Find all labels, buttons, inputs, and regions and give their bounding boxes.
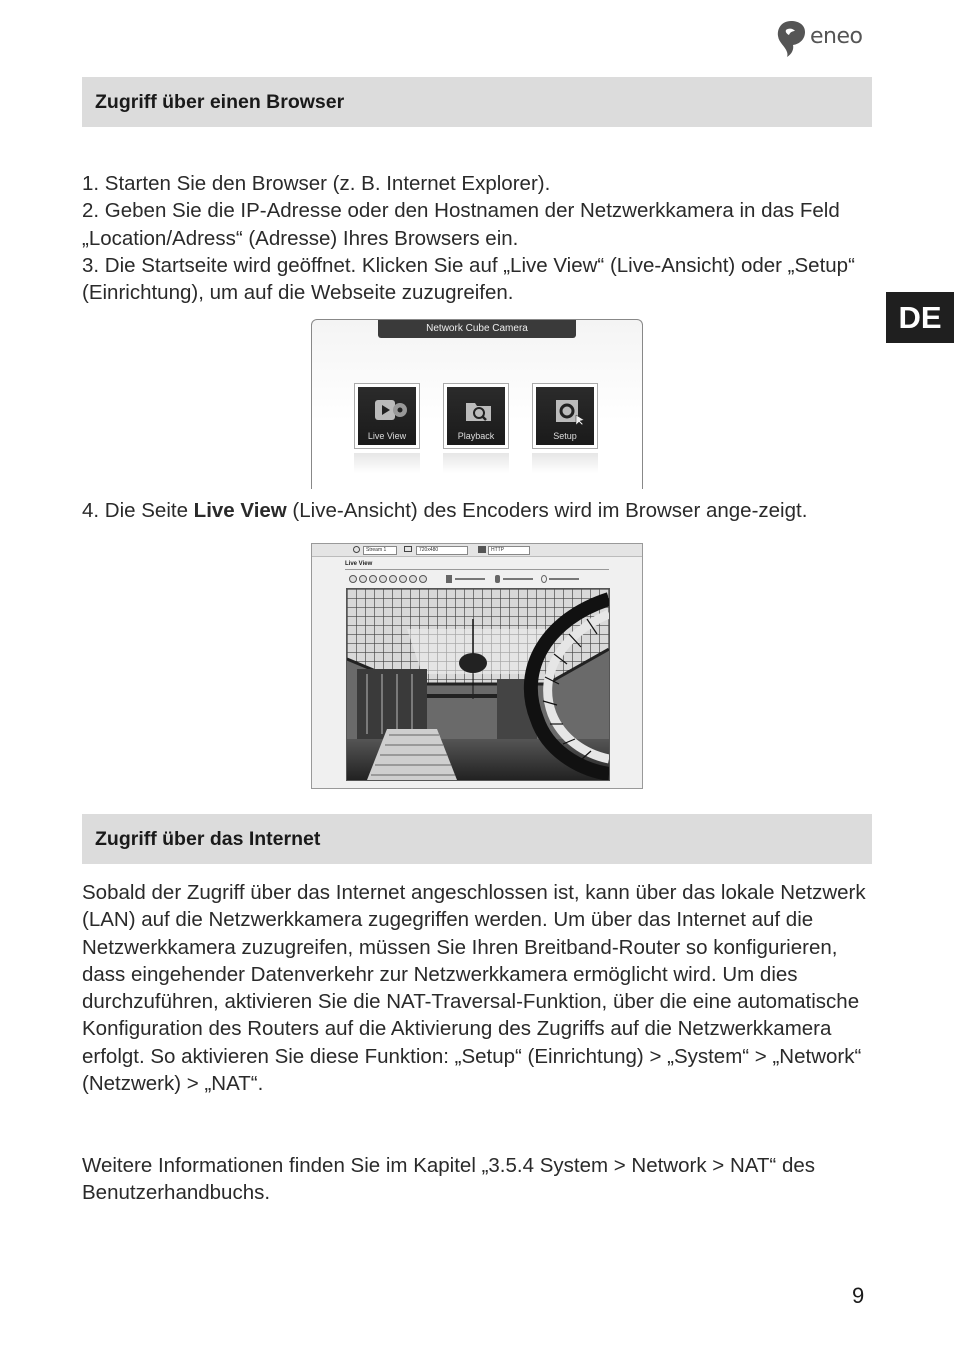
live-view-tile[interactable] [354,383,420,449]
live-view-heading: Live View [345,561,373,567]
step-2: 2. Geben Sie die IP-Adresse oder den Hostnamen der Netzwerkkamera in das Feld „Location/Adress“ (Adresse) Ihres Browsers ein. [82,199,840,250]
step-4-text-after: (Live-Ansicht) des Encoders wird im Browser ange-zeigt. [286,499,808,522]
language-tab: DE [886,292,954,343]
live-view-label: Live View [367,431,407,441]
page-number: 9 [852,1283,865,1308]
mic-slider[interactable] [503,578,533,580]
play-icon [374,397,408,425]
live-view-screenshot [311,543,643,789]
step-4-text-before: 4. Die Seite [82,499,194,522]
step-1: 1. Starten Sie den Browser (z. B. Internet Explorer). [82,172,551,195]
speaker-icon [446,575,452,583]
snapshot-button[interactable] [369,575,377,583]
zoom-button[interactable] [379,575,387,583]
resolution-select[interactable]: 720x480 [416,546,468,555]
tile-reflection [354,453,420,473]
record-button[interactable] [349,575,357,583]
step-4-bold: Live View [193,499,287,522]
playback-label: Playback [457,431,495,441]
setup-tile[interactable] [532,383,598,449]
mute-button[interactable] [409,575,417,583]
atrium-image [347,589,609,780]
setup-label: Setup [553,431,577,441]
mic-icon [495,575,500,583]
live-video-feed [346,588,610,781]
tile-reflection [443,453,509,473]
playback-tile[interactable] [443,383,509,449]
step-4 [82,497,872,524]
start-page-screenshot [311,319,643,489]
internet-text-1: Sobald der Zugriff über das Internet angeschlossen ist, kann über das lokale Netzwerk (LAN) auf die Netzwerkkamera zugegriffen werden. Um über das Internet auf die Netzwerkkamera zuzugreifen, müssen Sie Ihren Breitband-Router so konfigurieren, dass eingehender Datenverkehr zur Netzwerkkamera ermöglicht wird. Um dies durchzuführen, aktivieren Sie die NAT-Traversal-Funktion, über die eine automatische Konfiguration des Routers auf die Aktivierung des Zugriffs auf die Netzwerkkamera erfolgt. So aktivieren Sie diese Funktion: „Setup“ (Einrichtung) > „System“ > „Network“ (Netzwerk) > „NAT“. [82,881,866,1096]
internet-paragraph-2 [82,1152,872,1207]
volume-slider[interactable] [455,578,485,580]
eneo-logo [774,18,884,58]
folder-search-icon [463,397,497,425]
pause-button[interactable] [399,575,407,583]
section-header-internet: Zugriff über das Internet [82,814,872,864]
live-view-toolbar [312,544,642,557]
protocol-select[interactable]: HTTP [488,546,530,555]
eneo-logo-icon [774,18,808,58]
talk-button[interactable] [419,575,427,583]
step-3: 3. Die Startseite wird geöffnet. Klicken Sie auf „Live View“ (Live-Ansicht) oder „Setup“ (Einrichtung), um auf die Webseite zuzugreifen. [82,253,855,305]
brand-name: eneo [810,24,863,49]
internet-paragraph-1 [82,879,872,1097]
section-header-browser: Zugriff über einen Browser [82,77,872,127]
setup-icon [552,397,586,425]
internet-text-2: Weitere Informationen finden Sie im Kapitel „3.5.4 System > Network > NAT“ des Benutzerhandbuchs. [82,1154,816,1205]
monitor-icon [404,546,412,552]
bulb-icon [541,575,547,583]
camera-icon [353,546,360,553]
tile-reflection [532,453,598,473]
network-icon [478,546,486,553]
divider [345,569,609,570]
steps-list [82,170,872,306]
fullscreen-button[interactable] [389,575,397,583]
brightness-slider[interactable] [549,578,579,580]
camera-title-bar: Network Cube Camera [378,320,576,338]
stream-select[interactable]: Stream 1 [363,546,397,555]
stop-button[interactable] [359,575,367,583]
